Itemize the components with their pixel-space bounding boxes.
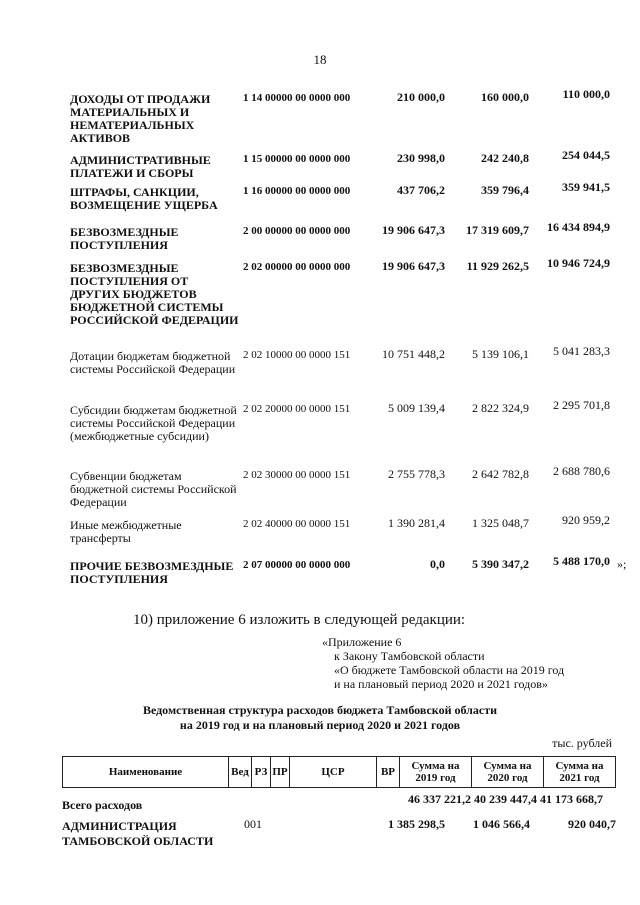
appendix-line-3: «О бюджете Тамбовской области на 2019 год bbox=[334, 663, 565, 677]
total-2019: 46 337 221,2 bbox=[408, 792, 471, 806]
admin-2019: 1 385 298,5 bbox=[388, 817, 445, 831]
appendix-line-4: и на плановый период 2020 и 2021 годов» bbox=[334, 677, 548, 691]
row-sum-2019: 19 906 647,3 bbox=[382, 259, 445, 273]
header-sum-2020: Сумма на 2020 год bbox=[472, 757, 544, 788]
row-code: 1 15 00000 00 0000 000 bbox=[243, 153, 351, 165]
row-sum-2019: 10 751 448,2 bbox=[382, 347, 445, 361]
row-code: 2 02 40000 00 0000 151 bbox=[243, 518, 351, 530]
row-sum-2021: 920 959,2 bbox=[562, 513, 610, 527]
admin-ved: 001 bbox=[244, 817, 262, 831]
row-sum-2020: 11 929 262,5 bbox=[466, 259, 529, 273]
admin-2020: 1 046 566,4 bbox=[473, 817, 530, 831]
row-code: 2 00 00000 00 0000 000 bbox=[243, 225, 351, 237]
row-code: 2 02 30000 00 0000 151 bbox=[243, 469, 351, 481]
row-name: Дотации бюджетам бюджетной системы Российской Федерации bbox=[70, 349, 236, 376]
row-name: Иные межбюджетные трансферты bbox=[70, 518, 182, 545]
row-code: 1 14 00000 00 0000 000 bbox=[243, 92, 351, 104]
row-sum-2019: 230 998,0 bbox=[397, 151, 445, 165]
header-name: Наименование bbox=[63, 757, 229, 788]
row-sum-2020: 17 319 609,7 bbox=[466, 223, 529, 237]
row-sum-2021: 10 946 724,9 bbox=[547, 256, 610, 270]
row-sum-2021: 254 044,5 bbox=[562, 148, 610, 162]
row-sum-2020: 5 390 347,2 bbox=[472, 557, 529, 571]
total-2020: 40 239 447,4 bbox=[474, 792, 537, 806]
total-2021: 41 173 668,7 bbox=[540, 792, 603, 806]
row-code: 2 02 10000 00 0000 151 bbox=[243, 349, 351, 361]
row-sum-2020: 359 796,4 bbox=[481, 183, 529, 197]
row-sum-2021: 359 941,5 bbox=[562, 180, 610, 194]
row-code: 2 07 00000 00 0000 000 bbox=[243, 559, 351, 571]
page-number: 18 bbox=[313, 52, 327, 67]
header-vr: ВР bbox=[377, 757, 400, 788]
header-csr: ЦСР bbox=[290, 757, 377, 788]
admin-name-line-1: АДМИНИСТРАЦИЯ bbox=[62, 819, 177, 833]
admin-name-line-2: ТАМБОВСКОЙ ОБЛАСТИ bbox=[62, 834, 214, 848]
row-code: 1 16 00000 00 0000 000 bbox=[243, 185, 351, 197]
closing-suffix: »; bbox=[617, 557, 627, 571]
table-title-line-1: Ведомственная структура расходов бюджета Тамбовской области bbox=[142, 703, 498, 717]
row-sum-2019: 210 000,0 bbox=[397, 90, 445, 104]
row-code: 2 02 00000 00 0000 000 bbox=[243, 261, 351, 273]
row-name: ПРОЧИЕ БЕЗВОЗМЕЗДНЫЕ ПОСТУПЛЕНИЯ bbox=[70, 559, 234, 586]
row-sum-2019: 437 706,2 bbox=[397, 183, 445, 197]
row-sum-2020: 2 642 782,8 bbox=[472, 467, 529, 481]
expense-table-header bbox=[62, 756, 616, 788]
row-code: 2 02 20000 00 0000 151 bbox=[243, 403, 351, 415]
header-rz: РЗ bbox=[252, 757, 271, 788]
row-sum-2019: 1 390 281,4 bbox=[388, 516, 445, 530]
row-name: Субвенции бюджетам бюджетной системы Российской Федерации bbox=[70, 469, 237, 509]
header-sum-2021: Сумма на 2021 год bbox=[544, 757, 616, 788]
row-sum-2020: 2 822 324,9 bbox=[472, 401, 529, 415]
header-sum-2019: Сумма на 2019 год bbox=[400, 757, 472, 788]
header-pr: ПР bbox=[271, 757, 290, 788]
header-ved: Вед bbox=[229, 757, 252, 788]
appendix-line-2: к Закону Тамбовской области bbox=[334, 649, 485, 663]
row-sum-2019: 0,0 bbox=[430, 557, 445, 571]
row-sum-2021: 5 041 283,3 bbox=[553, 344, 610, 358]
row-sum-2019: 19 906 647,3 bbox=[382, 223, 445, 237]
amendment-paragraph: 10) приложение 6 изложить в следующей редакции: bbox=[133, 612, 466, 628]
total-expenses-values bbox=[408, 792, 603, 807]
admin-name bbox=[62, 819, 213, 849]
table-title-line-2: на 2019 год и на плановый период 2020 и 2021 годов bbox=[179, 718, 461, 732]
appendix-heading bbox=[322, 635, 564, 691]
row-sum-2021: 110 000,0 bbox=[562, 87, 610, 101]
row-name: БЕЗВОЗМЕЗДНЫЕ ПОСТУПЛЕНИЯ ОТ ДРУГИХ БЮДЖЕТОВ БЮДЖЕТНОЙ СИСТЕМЫ РОССИЙСКОЙ ФЕДЕРАЦИИ bbox=[70, 261, 239, 327]
admin-2021: 920 040,7 bbox=[568, 817, 616, 831]
row-sum-2020: 1 325 048,7 bbox=[472, 516, 529, 530]
row-sum-2019: 5 009 139,4 bbox=[388, 401, 445, 415]
row-sum-2021: 16 434 894,9 bbox=[547, 220, 610, 234]
row-name: Субсидии бюджетам бюджетной системы Российской Федерации (межбюджетные субсидии) bbox=[70, 403, 237, 443]
appendix-line-1: «Приложение 6 bbox=[322, 635, 402, 649]
row-name: ШТРАФЫ, САНКЦИИ, ВОЗМЕЩЕНИЕ УЩЕРБА bbox=[70, 185, 218, 212]
row-sum-2020: 5 139 106,1 bbox=[472, 347, 529, 361]
row-name: БЕЗВОЗМЕЗДНЫЕ ПОСТУПЛЕНИЯ bbox=[70, 225, 179, 252]
row-sum-2020: 242 240,8 bbox=[481, 151, 529, 165]
table-title bbox=[0, 703, 640, 733]
units-label: тыс. рублей bbox=[552, 736, 612, 750]
row-sum-2020: 160 000,0 bbox=[481, 90, 529, 104]
row-sum-2019: 2 755 778,3 bbox=[388, 467, 445, 481]
total-expenses-label: Всего расходов bbox=[62, 798, 143, 812]
row-name: АДМИНИСТРАТИВНЫЕ ПЛАТЕЖИ И СБОРЫ bbox=[70, 153, 211, 180]
row-sum-2021: 2 295 701,8 bbox=[553, 398, 610, 412]
row-sum-2021: 2 688 780,6 bbox=[553, 464, 610, 478]
row-name: ДОХОДЫ ОТ ПРОДАЖИ МАТЕРИАЛЬНЫХ И НЕМАТЕРИАЛЬНЫХ АКТИВОВ bbox=[70, 92, 211, 145]
row-sum-2021: 5 488 170,0 bbox=[553, 554, 610, 568]
